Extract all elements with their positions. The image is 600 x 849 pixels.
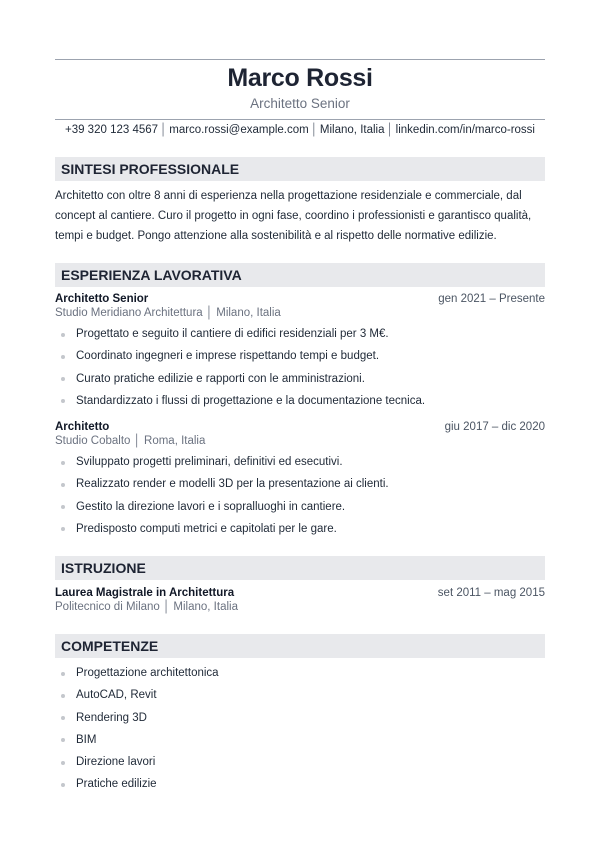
job-organization: Studio Cobalto │ Roma, Italia	[55, 435, 206, 447]
list-item: Progettazione architettonica	[55, 662, 545, 684]
list-item: Coordinato ingegneri e imprese rispettando tempi e budget.	[55, 345, 545, 367]
list-item: AutoCAD, Revit	[55, 684, 545, 706]
top-divider	[55, 59, 545, 60]
list-item: Pratiche edilizie	[55, 773, 545, 795]
candidate-name: Marco Rossi	[227, 64, 373, 92]
section-heading-experience: ESPERIENZA LAVORATIVA	[55, 263, 545, 287]
contact-email: marco.rossi@example.com	[169, 124, 309, 136]
job-bullets	[55, 451, 545, 540]
contact-separator: │	[160, 124, 168, 136]
list-item: Gestito la direzione lavori e i sopralluoghi in cantiere.	[55, 496, 545, 518]
list-item: Progettato e seguito il cantiere di edifici residenziali per 3 M€.	[55, 323, 545, 345]
section-heading-summary: SINTESI PROFESSIONALE	[55, 157, 545, 181]
job-title: Architetto	[55, 421, 110, 433]
list-item: Sviluppato progetti preliminari, definitivi ed esecutivi.	[55, 451, 545, 473]
education-school: Politecnico di Milano │ Milano, Italia	[55, 601, 238, 613]
job-title: Architetto Senior	[55, 293, 149, 305]
section-heading-education: ISTRUZIONE	[55, 556, 545, 580]
contact-separator: │	[310, 124, 318, 136]
list-item: Curato pratiche edilizie e rapporti con le amministrazioni.	[55, 368, 545, 390]
candidate-title: Architetto Senior	[250, 96, 350, 111]
education-dates: set 2011 – mag 2015	[437, 587, 545, 599]
job-dates: giu 2017 – dic 2020	[444, 421, 545, 433]
summary-text: Architetto con oltre 8 anni di esperienza nella progettazione residenziale e commerciale, dal concept al cantiere. Curo il progetto in ogni fase, coordino i professionisti e garantisco qualità, tempi e budget. Pongo attenzione alla sostenibilità e al rispetto delle normative edilizie.	[55, 190, 532, 242]
list-item: BIM	[55, 729, 545, 751]
job-organization: Studio Meridiano Architettura │ Milano, Italia	[55, 307, 281, 319]
contact-line	[0, 124, 600, 136]
contact-phone: +39 320 123 4567	[64, 124, 159, 136]
skills-list	[55, 662, 545, 796]
list-item: Realizzato render e modelli 3D per la presentazione ai clienti.	[55, 473, 545, 495]
section-heading-skills: COMPETENZE	[55, 634, 545, 658]
degree-title: Laurea Magistrale in Architettura	[55, 587, 235, 599]
list-item: Rendering 3D	[55, 707, 545, 729]
job-dates: gen 2021 – Presente	[438, 293, 545, 305]
contact-separator: │	[386, 124, 394, 136]
contact-linkedin: linkedin.com/in/marco-rossi	[395, 124, 535, 136]
job-bullets	[55, 323, 545, 412]
list-item: Standardizzato i flussi di progettazione e la documentazione tecnica.	[55, 390, 545, 412]
list-item: Predisposto computi metrici e capitolati per le gare.	[55, 518, 545, 540]
header-divider	[55, 119, 545, 120]
list-item: Direzione lavori	[55, 751, 545, 773]
contact-location: Milano, Italia	[319, 124, 385, 136]
